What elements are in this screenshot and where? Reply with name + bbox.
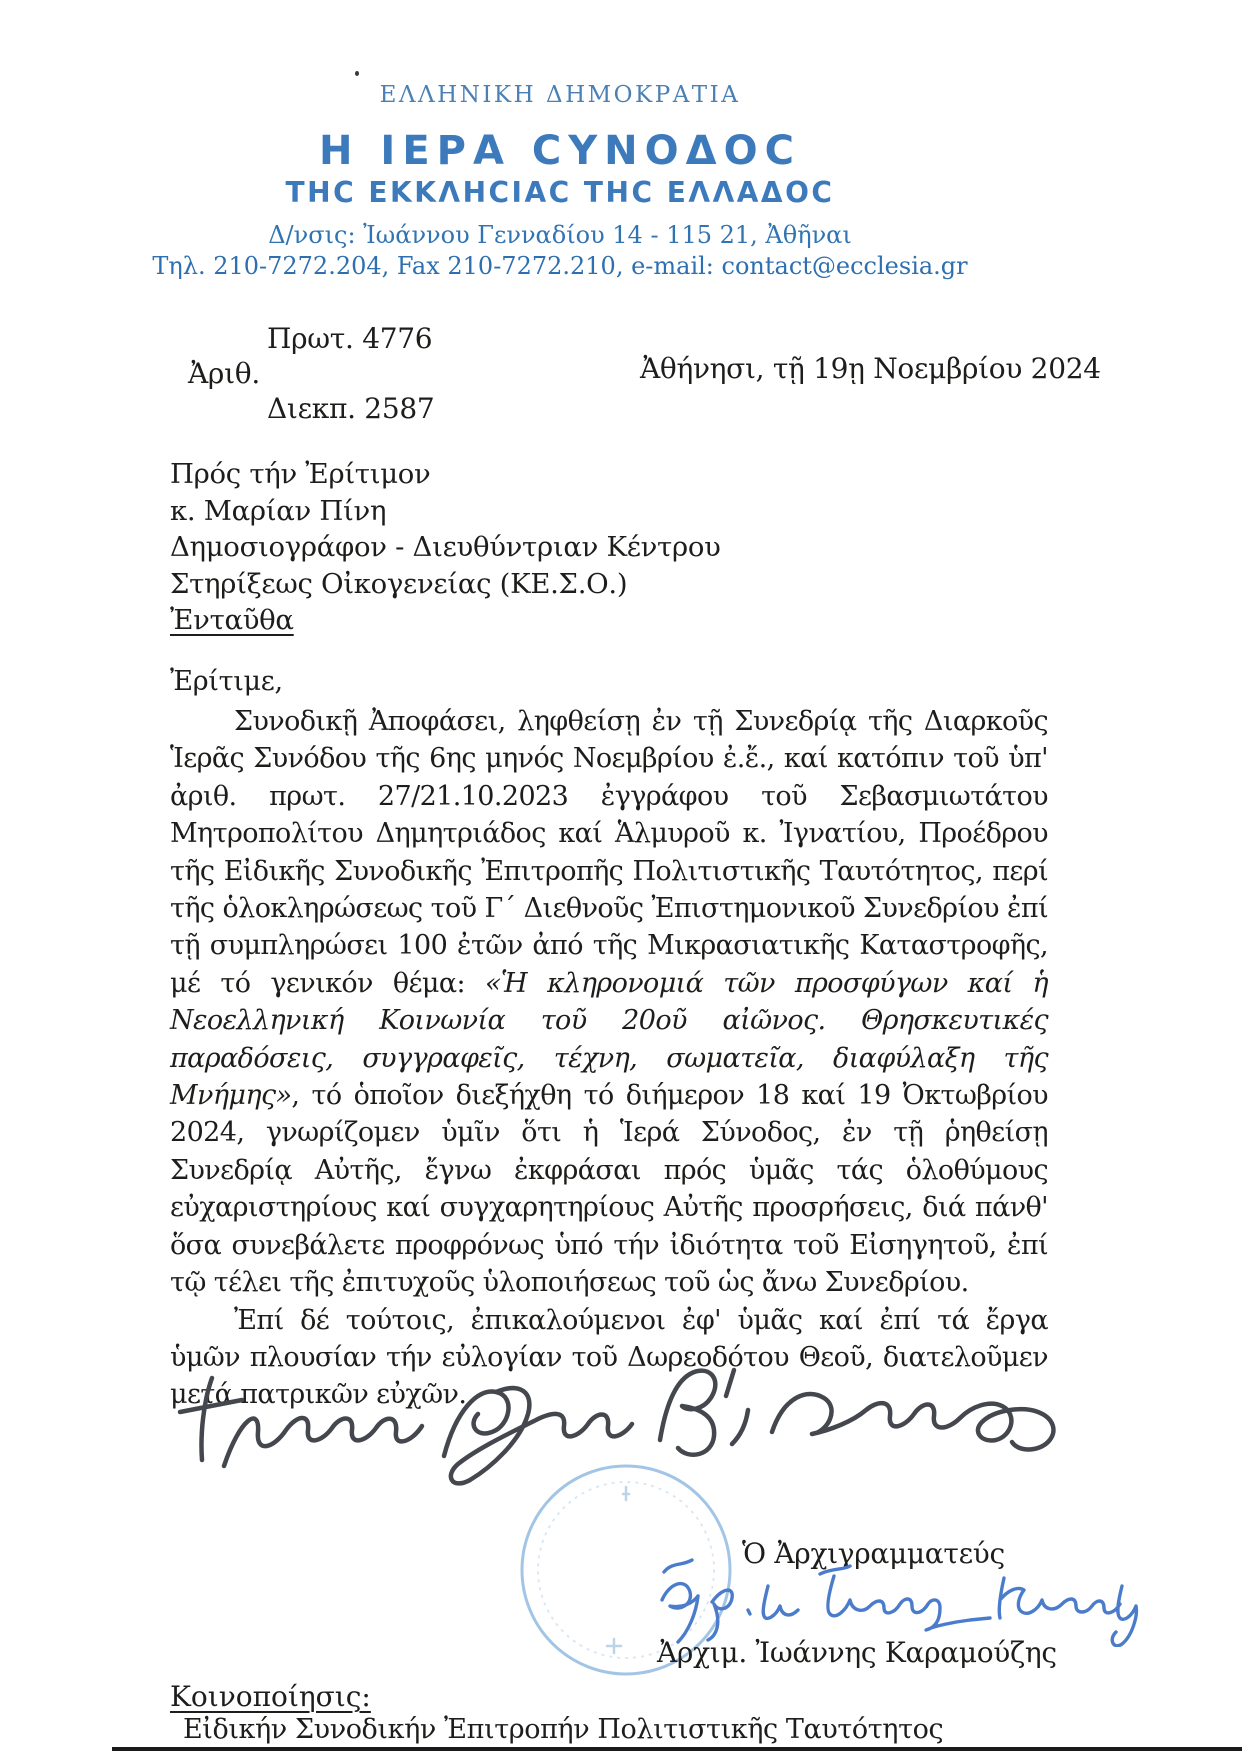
body-paragraph-2: Ἐπί δέ τούτοις, ἐπικαλούμενοι ἐφ' ὑμᾶς καί ἐπί τά ἔργα ὑμῶν πλουσίαν τήν εὐλογίαν τοῦ Δωρεοδότου Θεοῦ, διατελοῦμεν μετά πατρικῶν εὐχῶν. [170, 1304, 1048, 1411]
date-line: Ἀθήνησι, τῇ 19ῃ Νοεμβρίου 2024 [640, 352, 1101, 385]
protocol-number: Πρωτ. 4776 [267, 322, 433, 355]
secretary-title: Ὁ Ἀρχιγραμματεύς [742, 1537, 1005, 1570]
signature-stroke [224, 1418, 422, 1466]
holy-synod-title: Η ΙΕΡΑ ϹΥΝΟΔΟϹ [319, 128, 801, 174]
signature-stroke [772, 1394, 1053, 1449]
paragraph1-part3: , τό ὁποῖον διεξήχθη τό διήμερον 18 καί 19 Ὀκτωβρίου 2024, γνωρίζομεν ὑμῖν ὅτι ἡ Ἱερά Σύνοδος, ἐν τῇ ῥηθείσῃ Συνεδρίᾳ Αὐτῆς, ἔγνω ἐκφράσαι πρός ὑμᾶς τάς ὁλοθύμους εὐχαριστηρίους καί συγχαρητηρίους Αὐτῆς προσρήσεις, διά πάνθ' ὅσα συνεβάλετε προφρόνως ὑπό τήν ἰδιότητα τοῦ Εἰσηγητοῦ, ἐπί τῷ τέλει τῆς ἐπιτυχοῦς ὑλοποιήσεως τοῦ ὡς ἄνω Συνεδρίου. [170, 1080, 1048, 1299]
recipient-line: Πρός τήν Ἐρίτιμον [170, 458, 431, 490]
conference-title-quote: «Ἡ κληρονομιά τῶν προσφύγων καί ἡ Νεοελληνική Κοινωνία τοῦ 20οῦ αἰῶνος. Θρησκευτικές παραδόσεις, συγγραφεῖς, τέχνη, σωματεῖα, διαφύλαξη τῆς Μνήμης» [170, 967, 1048, 1112]
dispatch-number: Διεκπ. 2587 [267, 392, 435, 425]
signature-stroke [662, 1560, 798, 1642]
seal-bottom-cross-icon [607, 1487, 629, 1653]
hellenic-republic-heading: ΕΛΛΗΝΙΚΗ ΔΗΜΟΚΡΑΤΙΑ [379, 82, 741, 108]
secretary-typed-name: Ἀρχιμ. Ἰωάννης Καραμούζης [657, 1636, 1057, 1669]
protocol-arith-label: Ἀριθ. [188, 357, 260, 390]
signature-stroke [660, 1370, 748, 1455]
signature-stroke [820, 1566, 990, 1630]
recipient-place-entautha: Ἐνταῦθα [170, 604, 294, 636]
letter-body [170, 703, 1048, 1414]
salutation: Ἐρίτιμε, [170, 666, 283, 697]
secretary-signature [652, 1552, 1147, 1647]
church-of-greece-subtitle: ΤΗϹ ΕΚΚΛΗϹΙΑϹ ΤΗϹ ΕΛΛΑΔΟϹ [285, 176, 835, 209]
cc-label: Κοινοποίησις: [170, 1680, 371, 1713]
scan-dot-artifact [355, 71, 359, 76]
recipient-line: Δημοσιογράφον - Διευθύντριαν Κέντρου [170, 531, 721, 563]
letterhead-address: Δ/νσις: Ἰωάννου Γενναδίου 14 - 115 21, Ἀθῆναι [268, 221, 852, 249]
paragraph1-part1: Συνοδικῇ Ἀποφάσει, ληφθείσῃ ἐν τῇ Συνεδρίᾳ τῆς Διαρκοῦς Ἱερᾶς Συνόδου τῆς 6ης μηνός Νοεμβρίου ἐ.ἔ., καί κατόπιν τοῦ ὑπ' ἀριθ. πρωτ. 27/21.10.2023 ἐγγράφου τοῦ Σεβασμιωτάτου Μητροπολίτου Δημητριάδος καί Ἁλμυροῦ κ. Ἰγνατίου, Προέδρου τῆς Εἰδικῆς Συνοδικῆς Ἐπιτροπῆς Πολιτιστικῆς Ταυτότητος, περί τῆς ὁλοκληρώσεως τοῦ Γ΄ Διεθνοῦς Ἐπιστημονικοῦ Συνεδρίου ἐπί τῇ συμπληρώσει 100 ἐτῶν ἀπό τῆς Μικρασιατικῆς Καταστροφῆς, μέ τό γενικόν θέμα: [170, 706, 1048, 999]
letterhead [60, 82, 1060, 280]
recipient-block [170, 456, 721, 639]
recipient-line: Στηρίξεως Οἰκογενείας (ΚΕ.Σ.Ο.) [170, 567, 628, 600]
body-paragraph-1 [170, 703, 1048, 1302]
scan-edge-line-artifact [112, 1747, 1242, 1751]
recipient-line: κ. Μαρίαν Πίνη [170, 494, 387, 527]
cc-recipient: Εἰδικήν Συνοδικήν Ἐπιτροπήν Πολιτιστικῆς Ταυτότητος [183, 1714, 944, 1745]
letterhead-contact: Τηλ. 210-7272.204, Fax 210-7272.210, e-mail: contact@ecclesia.gr [152, 252, 968, 280]
